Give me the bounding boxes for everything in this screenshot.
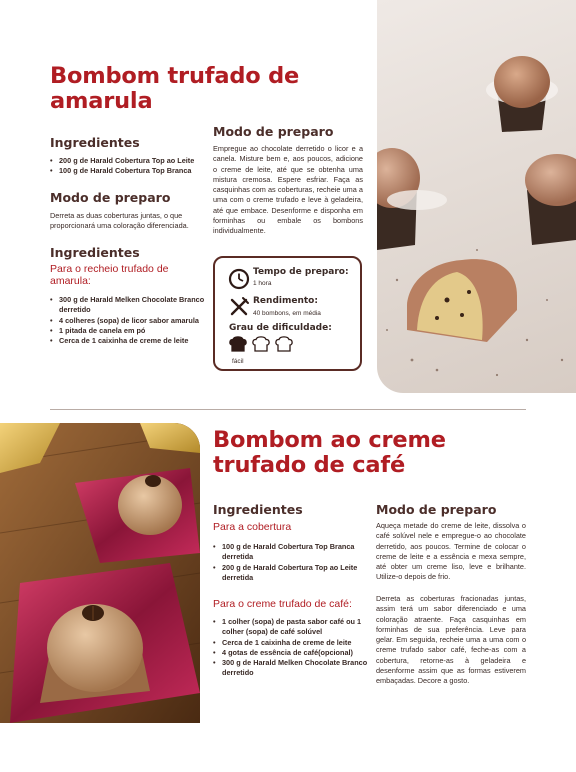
list-item: • 4 colheres (sopa) de licor sabor amarula [50,316,210,326]
list-item: • 100 g de Harald Cobertura Top Branca derretida [213,542,368,563]
coffee-bonbons-photo [0,423,200,723]
list-item: • 1 pitada de canela em pó [50,326,210,336]
list-item: • 100 g de Harald Cobertura Top Branca [50,166,210,176]
recipe2-coating-list [213,542,368,583]
prep-time-value: 1 hora [253,280,272,287]
section-divider [50,409,526,410]
recipe2-method-heading: Modo de preparo [376,502,497,517]
list-item: • 200 g de Harald Cobertura Top ao Leite derretida [213,563,368,584]
difficulty-label: Grau de dificuldade: [229,323,332,333]
recipe1-method-heading: Modo de preparo [50,190,171,205]
list-item: • Cerca de 1 caixinha de creme de leite [213,638,368,648]
list-item: • 200 g de Harald Cobertura Top ao Leite [50,156,210,166]
difficulty-rating [228,334,294,354]
recipe1-method2-heading: Modo de preparo [213,124,334,139]
prep-time-label: Tempo de preparo: [253,267,349,277]
recipe2-cream-subheading: Para o creme trufado de café: [213,598,352,610]
amarula-bonbons-photo [377,0,576,393]
yield-value: 40 bombons, em média [253,310,321,317]
chef-hat-icon [228,334,248,354]
recipe1-ingredients2-heading: Ingredientes [50,245,140,260]
recipe2-cream-list [213,617,368,679]
yield-label: Rendimento: [253,296,318,306]
recipe2-title: Bombom ao creme trufado de café [213,427,446,478]
list-item: • Cerca de 1 caixinha de creme de leite [50,336,210,346]
recipe2-method-p1: Aqueça metade do creme de leite, dissolva o café solúvel nele e empregue-o ao chocolate derretido, aos poucos. Termine de colocar o creme de leite e a essência e mexa sempre, até obter um creme liso, leve e brilhante. Utilize-o depois de frio. [376,521,526,582]
chef-hat-icon [274,334,294,354]
recipe1-title: Bombom trufado de amarula [50,63,300,114]
recipe1-filling-list [50,295,210,346]
recipe1-ingredients-list [50,156,210,177]
recipe2-method-p2: Derreta as coberturas fracionadas juntas, assim terá um sabor diferenciado e uma coloração atraente. Faça casquinhas em forminhas de sua preferência. Leve para gelar. Em seguida, recheie uma a uma com o creme trufado sabor café, feche-as com a cobertura, retorne-as à geladeira e desenforme assim que as formas estiverem embaçadas. Decore a gosto. [376,594,526,686]
recipe1-filling-subheading: Para o recheio trufado de amarula: [50,263,169,287]
chef-hat-icon [251,334,271,354]
clock-icon [228,268,250,290]
list-item: • 300 g de Harald Melken Chocolate Branco derretido [213,658,368,679]
recipe2-coating-subheading: Para a cobertura [213,521,292,533]
list-item: • 300 g de Harald Melken Chocolate Branco derretido [50,295,210,316]
list-item: • 1 colher (sopa) de pasta sabor café ou 1 colher (sopa) de café solúvel [213,617,368,638]
recipe1-method-text: Derreta as duas coberturas juntas, o que proporcionará uma coloração diferenciada. [50,211,189,231]
recipe2-ingredients-heading: Ingredientes [213,502,303,517]
difficulty-value: fácil [232,358,244,365]
recipe1-ingredients-heading: Ingredientes [50,135,140,150]
recipe1-method2-text: Empregue ao chocolate derretido o licor e a canela. Misture bem e, aos poucos, adicione o creme de leite, até que se obtenha uma mistura cremosa. Espere esfriar. Faça as casquinhas com as coberturas, recheie uma a uma com o creme trufado e leve à geladeira, até que embace. Desenforme e disponha em forminhas ou embale os bombons individualmente. [213,144,363,236]
fork-knife-icon [228,296,250,318]
list-item: • 4 gotas de essência de café(opcional) [213,648,368,658]
